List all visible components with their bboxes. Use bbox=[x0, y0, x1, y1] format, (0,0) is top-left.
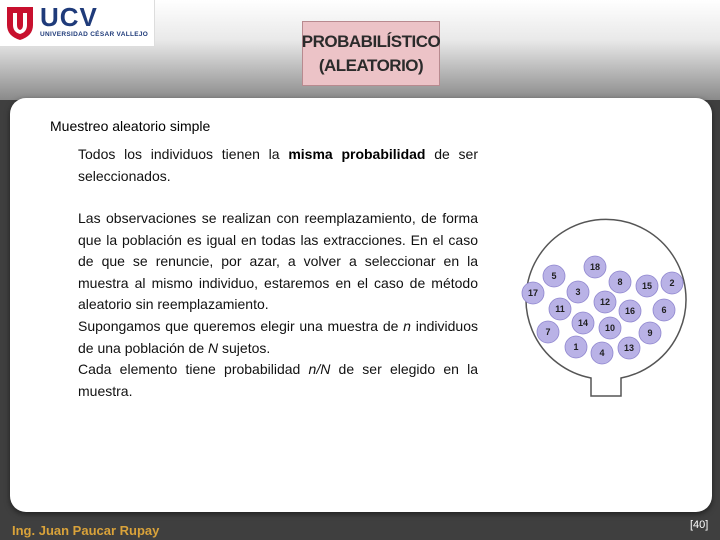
para2-line-2 bbox=[78, 316, 478, 359]
population-size-N: N bbox=[208, 339, 219, 356]
svg-text:15: 15 bbox=[641, 281, 653, 291]
ball-11 bbox=[549, 298, 571, 320]
ball-8 bbox=[609, 271, 631, 293]
ball-12 bbox=[594, 291, 616, 313]
svg-text:11: 11 bbox=[555, 304, 565, 314]
svg-text:13: 13 bbox=[623, 343, 635, 353]
section-title-box bbox=[302, 21, 440, 86]
ball-6 bbox=[653, 299, 675, 321]
ball-13 bbox=[618, 337, 640, 359]
ball-2 bbox=[661, 272, 683, 294]
svg-text:6: 6 bbox=[661, 305, 667, 315]
svg-text:3: 3 bbox=[575, 287, 581, 297]
urn-illustration bbox=[518, 200, 698, 400]
svg-text:16: 16 bbox=[624, 306, 636, 316]
title-line-1: PROBABILÍSTICO bbox=[301, 31, 441, 51]
footer-author: Ing. Juan Paucar Rupay bbox=[12, 523, 160, 538]
paragraph-equal-probability bbox=[78, 144, 478, 187]
svg-text:10: 10 bbox=[604, 323, 616, 333]
ball-7 bbox=[537, 321, 559, 343]
probability-fraction: n/N bbox=[308, 361, 331, 378]
logo-subtitle: UNIVERSIDAD CÉSAR VALLEJO bbox=[40, 31, 149, 38]
para2-line2-after: sujetos. bbox=[218, 339, 271, 356]
ball-18 bbox=[584, 256, 606, 278]
para2-line2-before: Supongamos que queremos elegir una muestra de bbox=[78, 317, 404, 334]
ball-4 bbox=[591, 342, 613, 364]
university-logo bbox=[0, 0, 155, 47]
ball-17 bbox=[522, 282, 544, 304]
slide-heading: Muestreo aleatorio simple bbox=[50, 118, 211, 134]
svg-text:9: 9 bbox=[647, 328, 653, 338]
ucv-logo-icon bbox=[4, 5, 36, 41]
svg-text:5: 5 bbox=[551, 271, 557, 281]
ball-5 bbox=[543, 265, 565, 287]
ball-9 bbox=[639, 322, 661, 344]
para1-emphasis: misma probabilidad bbox=[288, 146, 426, 162]
paragraph-replacement bbox=[78, 208, 478, 402]
svg-text:2: 2 bbox=[669, 278, 675, 288]
ball-3 bbox=[567, 281, 589, 303]
ball-15 bbox=[636, 275, 658, 297]
svg-text:1: 1 bbox=[573, 342, 579, 352]
page-number: [40] bbox=[690, 519, 709, 531]
svg-text:18: 18 bbox=[589, 262, 601, 272]
svg-text:7: 7 bbox=[545, 327, 551, 337]
para2-line-1: Las observaciones se realizan con reemplazamiento, de forma que la población es igual en todas las extracciones. En el caso de que se renuncie, por azar, a volver a seleccionar en la muestra al mismo individuo, estaremos en el caso de método aleatorio sin reemplazamiento. bbox=[78, 210, 478, 313]
logo-name: UCV bbox=[40, 2, 98, 32]
title-line-2: (ALEATORIO) bbox=[318, 55, 424, 75]
svg-text:8: 8 bbox=[617, 277, 623, 287]
svg-text:14: 14 bbox=[577, 318, 589, 328]
para2-line3-after: de ser elegido en la muestra. bbox=[78, 361, 478, 399]
para2-line3-before: Cada elemento tiene probabilidad bbox=[78, 361, 309, 378]
para1-text-after: de ser seleccionados. bbox=[78, 146, 478, 184]
svg-text:12: 12 bbox=[599, 297, 611, 307]
para2-line-3 bbox=[78, 359, 478, 402]
ball-10 bbox=[599, 317, 621, 339]
svg-text:17: 17 bbox=[527, 288, 539, 298]
svg-text:4: 4 bbox=[599, 348, 605, 358]
sample-size-n: n bbox=[403, 317, 411, 334]
ball-14 bbox=[572, 312, 594, 334]
para2-line2-mid: individuos de una población de bbox=[78, 317, 478, 356]
para1-text-before: Todos los individuos tienen la bbox=[78, 146, 289, 162]
ball-16 bbox=[619, 300, 641, 322]
ball-1 bbox=[565, 336, 587, 358]
